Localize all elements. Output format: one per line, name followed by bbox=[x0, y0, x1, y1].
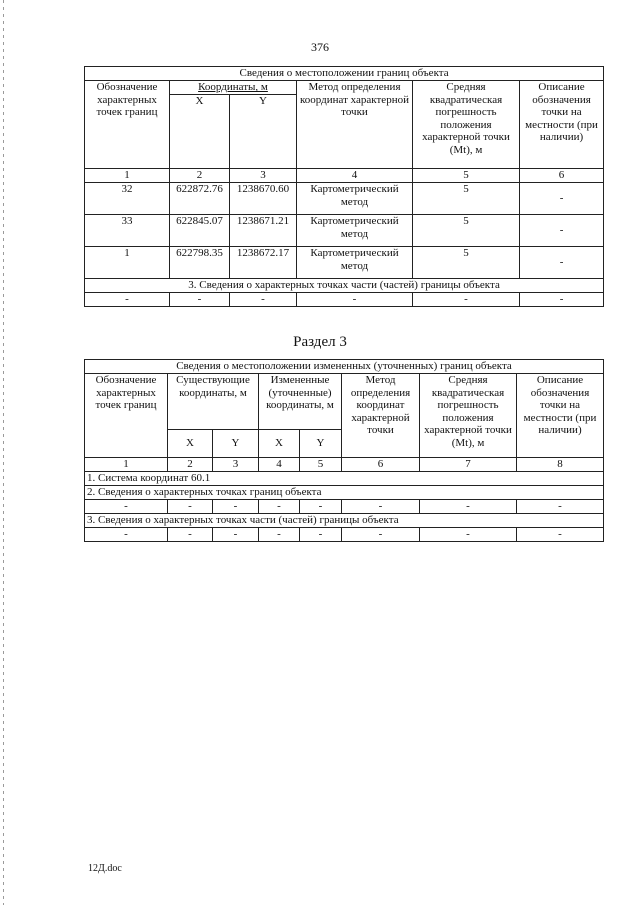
description-cell: - bbox=[520, 215, 604, 247]
header-y: Y bbox=[230, 95, 297, 169]
column-number: 3 bbox=[213, 458, 259, 472]
point-number: 32 bbox=[85, 183, 170, 215]
header-y: Y bbox=[213, 430, 259, 458]
header-method: Метод определения координат характерной точки bbox=[342, 374, 420, 458]
column-number: 4 bbox=[259, 458, 300, 472]
table-row bbox=[85, 247, 604, 279]
dash-cell: - bbox=[517, 528, 604, 542]
accuracy-cell: 5 bbox=[413, 183, 520, 215]
header-x: X bbox=[168, 430, 213, 458]
header-x: X bbox=[170, 95, 230, 169]
table-title: Сведения о местоположении границ объекта bbox=[85, 67, 604, 81]
header-designation: Обозначение характерных точек границ bbox=[85, 81, 170, 169]
column-number: 3 bbox=[230, 169, 297, 183]
dash-cell: - bbox=[85, 500, 168, 514]
dash-cell: - bbox=[213, 500, 259, 514]
table-row bbox=[85, 528, 604, 542]
page-number: 376 bbox=[311, 40, 329, 54]
coordinate-y: 1238671.21 bbox=[230, 215, 297, 247]
coordinate-x: 622845.07 bbox=[170, 215, 230, 247]
page-edge bbox=[3, 0, 4, 905]
column-number: 2 bbox=[170, 169, 230, 183]
dash-cell: - bbox=[213, 528, 259, 542]
section-title: Раздел 3 bbox=[293, 334, 347, 350]
table-row bbox=[85, 183, 604, 215]
dash-cell: - bbox=[168, 528, 213, 542]
header-accuracy: Средняя квадратическая погрешность положения характерной точки (Mt), м bbox=[420, 374, 517, 458]
part-points-title: 3. Сведения о характерных точках части (частей) границы объекта bbox=[85, 279, 604, 293]
dash-cell: - bbox=[85, 293, 170, 307]
dash-cell: - bbox=[300, 500, 342, 514]
column-number: 1 bbox=[85, 169, 170, 183]
changed-boundary-table bbox=[84, 359, 604, 542]
header-description: Описание обозначения точки на местности (при наличии) bbox=[517, 374, 604, 458]
column-number: 7 bbox=[420, 458, 517, 472]
column-number: 4 bbox=[297, 169, 413, 183]
column-number: 5 bbox=[413, 169, 520, 183]
dash-cell: - bbox=[342, 528, 420, 542]
method-cell: Картометрический метод bbox=[297, 215, 413, 247]
method-cell: Картометрический метод bbox=[297, 247, 413, 279]
column-number: 6 bbox=[342, 458, 420, 472]
header-x: X bbox=[259, 430, 300, 458]
dash-cell: - bbox=[520, 293, 604, 307]
column-number-row bbox=[85, 169, 604, 183]
accuracy-cell: 5 bbox=[413, 215, 520, 247]
column-number: 1 bbox=[85, 458, 168, 472]
header-description: Описание обозначения точки на местности (при наличии) bbox=[520, 81, 604, 169]
column-number: 8 bbox=[517, 458, 604, 472]
header-y: Y bbox=[300, 430, 342, 458]
coordinate-x: 622872.76 bbox=[170, 183, 230, 215]
boundary-location-table bbox=[84, 66, 604, 307]
header-accuracy: Средняя квадратическая погрешность положения характерной точки (Mt), м bbox=[413, 81, 520, 169]
description-cell: - bbox=[520, 183, 604, 215]
description-cell: - bbox=[520, 247, 604, 279]
dash-cell: - bbox=[230, 293, 297, 307]
dash-cell: - bbox=[297, 293, 413, 307]
dash-cell: - bbox=[420, 528, 517, 542]
coordinate-system-row: 1. Система координат 60.1 bbox=[85, 472, 604, 486]
dash-cell: - bbox=[420, 500, 517, 514]
point-number: 1 bbox=[85, 247, 170, 279]
table-row bbox=[85, 215, 604, 247]
dash-cell: - bbox=[413, 293, 520, 307]
header-coordinates: Координаты, м bbox=[170, 81, 297, 95]
table-title: Сведения о местоположении измененных (уточненных) границ объекта bbox=[85, 360, 604, 374]
method-cell: Картометрический метод bbox=[297, 183, 413, 215]
table-row bbox=[85, 293, 604, 307]
header-designation: Обозначение характерных точек границ bbox=[85, 374, 168, 458]
column-number: 2 bbox=[168, 458, 213, 472]
dash-cell: - bbox=[342, 500, 420, 514]
coordinate-y: 1238672.17 bbox=[230, 247, 297, 279]
header-existing-coordinates: Существующие координаты, м bbox=[168, 374, 259, 430]
column-number: 6 bbox=[520, 169, 604, 183]
boundary-points-title: 2. Сведения о характерных точках границ объекта bbox=[85, 486, 604, 500]
dash-cell: - bbox=[170, 293, 230, 307]
footer-filename: 12Д.doc bbox=[88, 863, 122, 874]
dash-cell: - bbox=[259, 528, 300, 542]
coordinate-x: 622798.35 bbox=[170, 247, 230, 279]
dash-cell: - bbox=[517, 500, 604, 514]
column-number-row bbox=[85, 458, 604, 472]
dash-cell: - bbox=[168, 500, 213, 514]
dash-cell: - bbox=[300, 528, 342, 542]
dash-cell: - bbox=[85, 528, 168, 542]
table-row bbox=[85, 500, 604, 514]
accuracy-cell: 5 bbox=[413, 247, 520, 279]
header-method: Метод определения координат характерной точки bbox=[297, 81, 413, 169]
part-points-title: 3. Сведения о характерных точках части (частей) границы объекта bbox=[85, 514, 604, 528]
dash-cell: - bbox=[259, 500, 300, 514]
header-changed-coordinates: Измененные (уточненные) координаты, м bbox=[259, 374, 342, 430]
coordinate-y: 1238670.60 bbox=[230, 183, 297, 215]
point-number: 33 bbox=[85, 215, 170, 247]
column-number: 5 bbox=[300, 458, 342, 472]
